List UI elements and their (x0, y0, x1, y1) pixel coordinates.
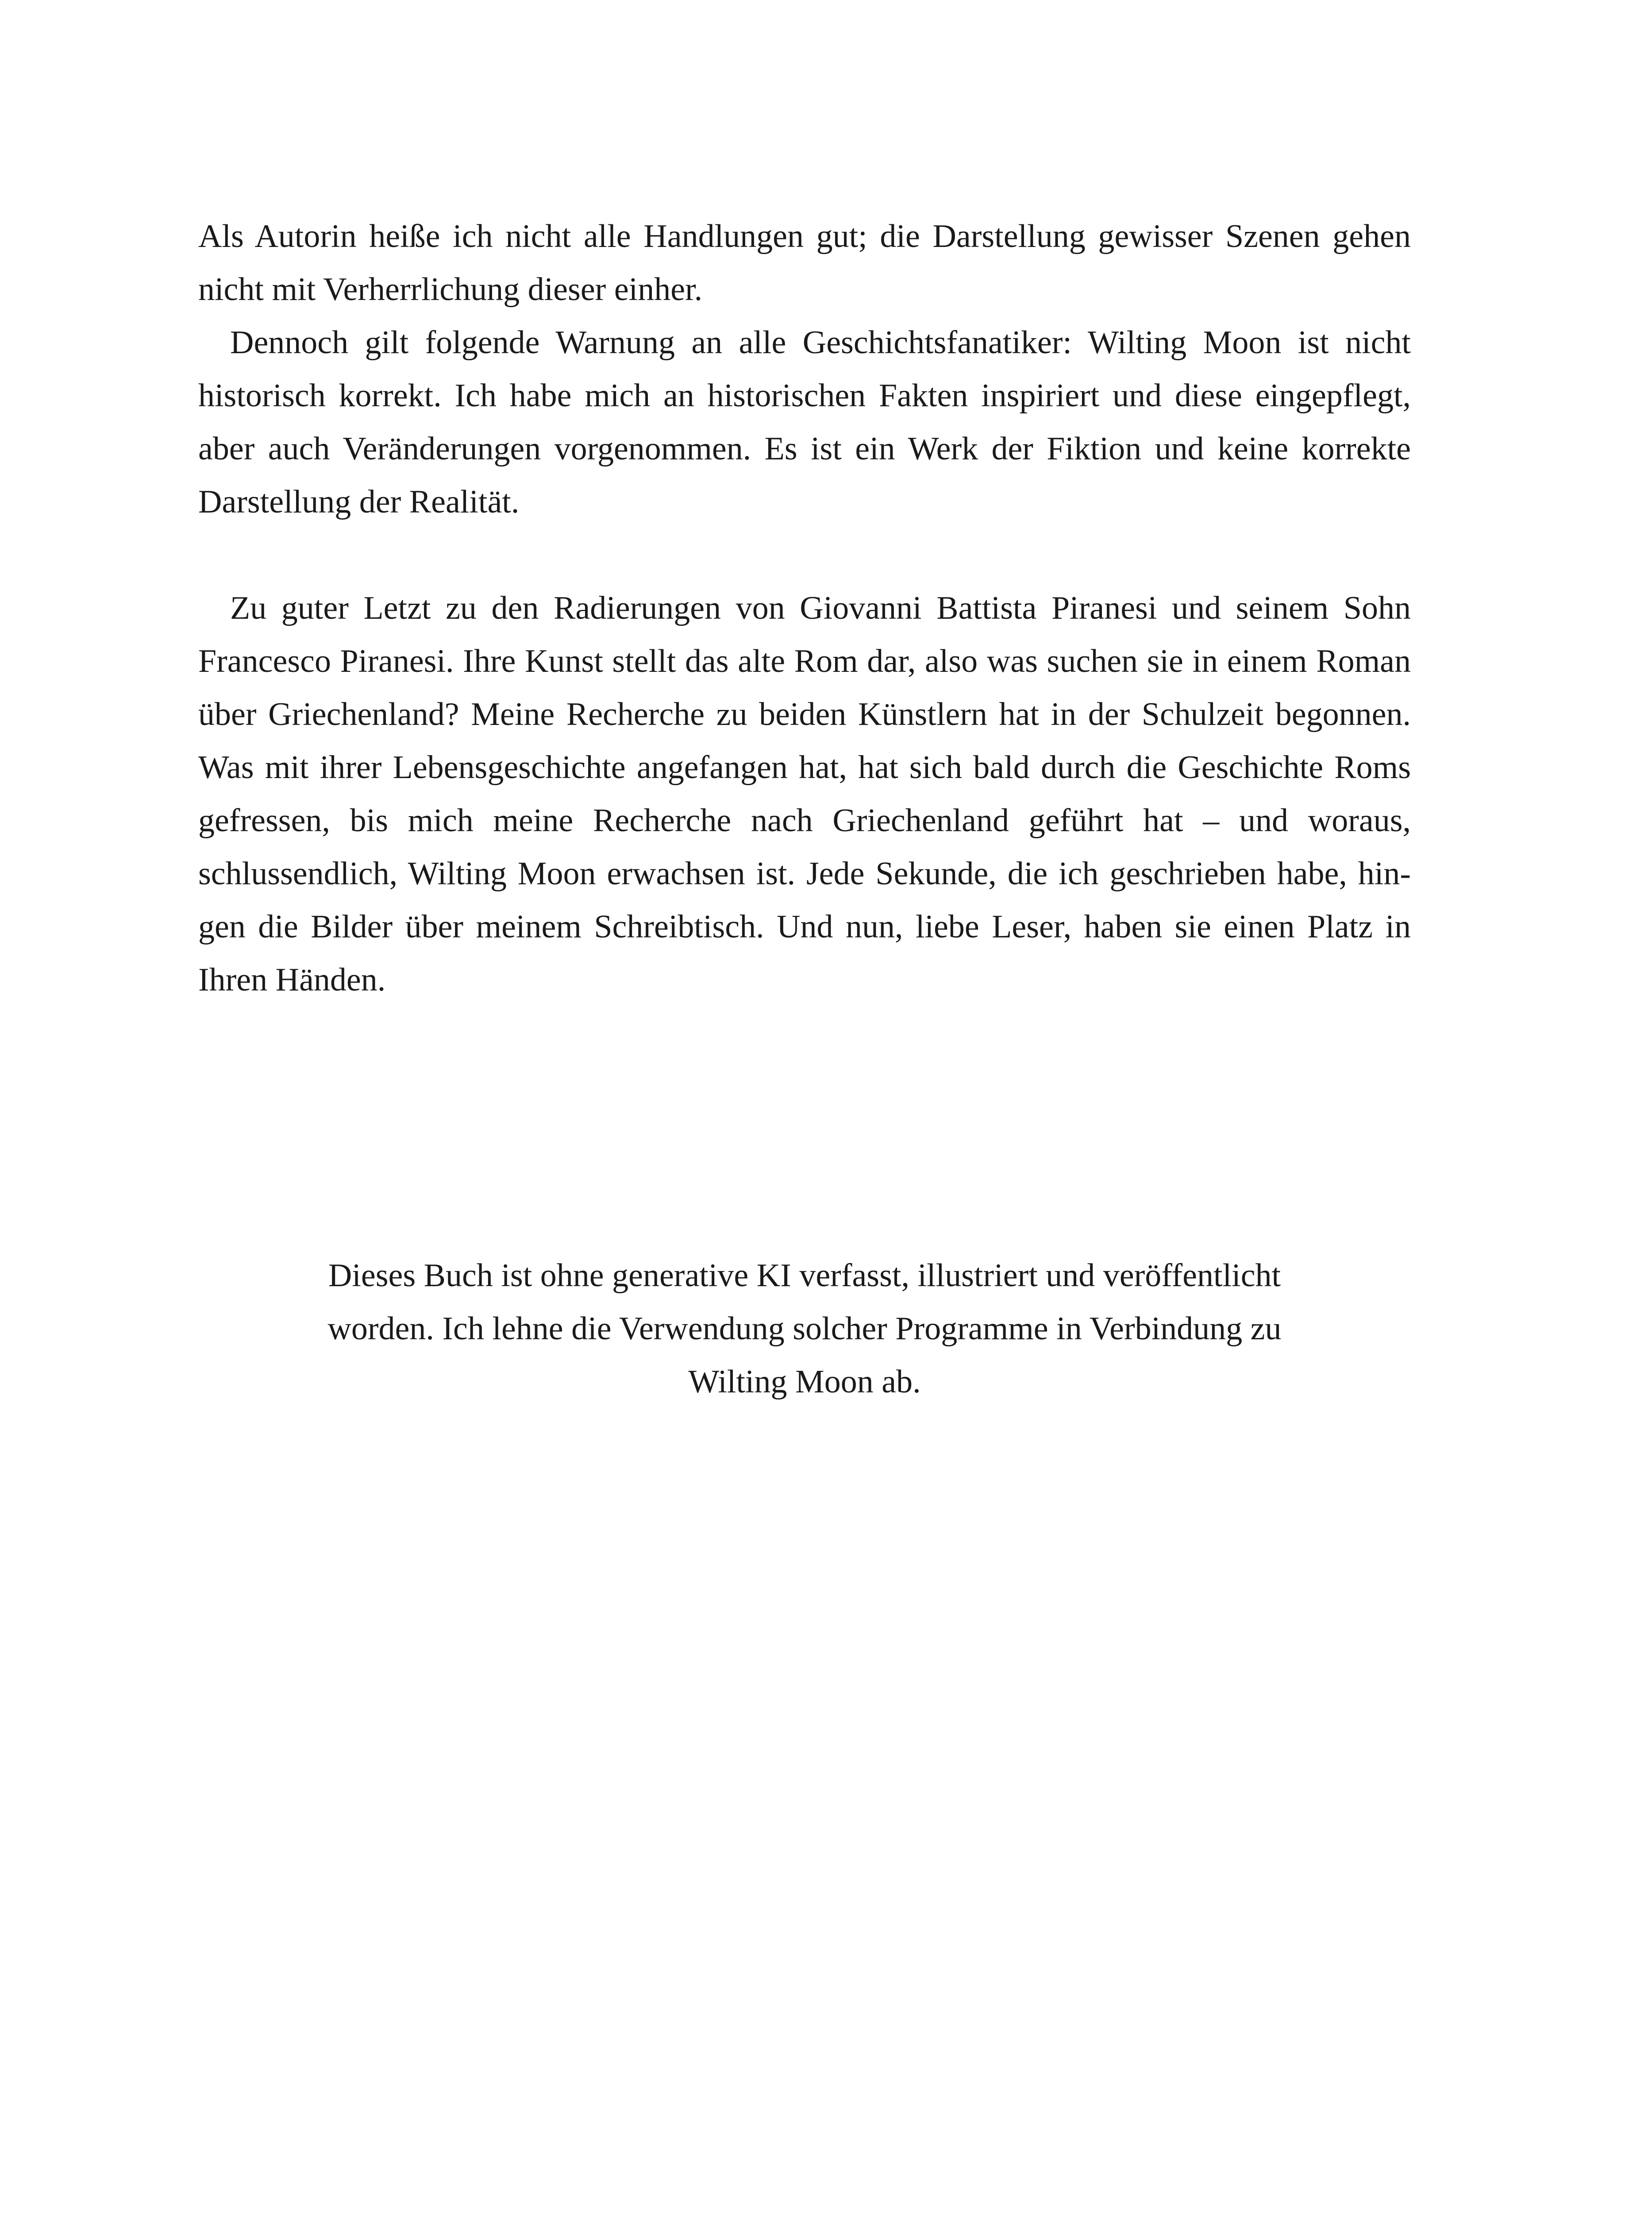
paragraph-historical-warning: Dennoch gilt folgende Warnung an alle Geschichtsfanatiker: Wilting Moon ist nicht historisch korrekt. Ich habe mich an historischen Fakten inspiriert und diese eingepflegt, aber auch Veränderungen vorgenommen. Es ist ein Werk der Fiktion und keine korrekte Darstellung der Realität. (198, 324, 1411, 520)
afterword-text (198, 210, 1411, 1006)
ai-notice-line-2: worden. Ich lehne die Verwendung solcher Programme in Verbindung zu (327, 1311, 1282, 1347)
paragraph-piranesi: Zu guter Letzt zu den Radierungen von Giovanni Battista Piranesi und seinem Sohn Francesco Piranesi. Ihre Kunst stellt das alte Rom dar, also was suchen sie in einem Roman über Griechenland? Meine Recherche zu beiden Künstlern hat in der Schulzeit begonnen. Was mit ihrer Lebensgeschichte angefangen hat, hat sich bald durch die Geschichte Roms gefressen, bis mich meine Recherche nach Griechenland geführt hat – und woraus, schlussendlich, Wilting Moon erwachsen ist. Jede Sekunde, die ich geschrieben habe, hingen die Bilder über meinem Schreibtisch. Und nun, liebe Leser, haben sie einen Platz in Ihren Händen. (198, 590, 1411, 998)
ai-notice-line-3: Wilting Moon ab. (688, 1364, 921, 1400)
ai-notice-line-1: Dieses Buch ist ohne generative KI verfasst, illustriert und veröffentlicht (328, 1257, 1281, 1294)
ai-notice (198, 1249, 1411, 1408)
paragraph-disclaimer: Als Autorin heiße ich nicht alle Handlungen gut; die Darstellung gewisser Szenen gehen nicht mit Verherrlichung dieser einher. (198, 218, 1411, 308)
